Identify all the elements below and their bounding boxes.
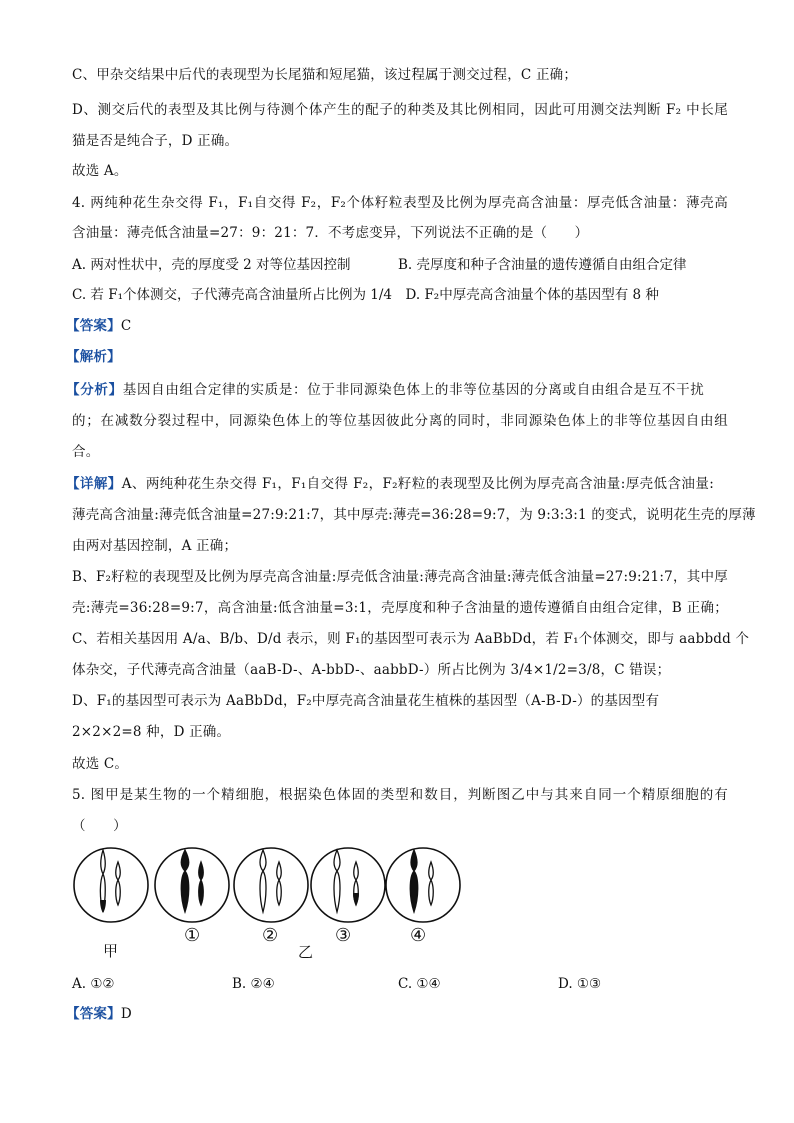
xiangjie-tag: 【详解】: [66, 476, 122, 492]
detail-line: 体杂交，子代薄壳高含油量（aaB-D-、A-bbD-、aabbD-）所占比例为 3/4×1/2=3/8，C 错误；: [72, 662, 671, 678]
detail-line: D、F₁的基因型可表示为 AaBbDd，F₂中厚壳高含油量花生植株的基因型（A-B-D-）的基因型有: [72, 693, 660, 709]
q4-option-c-d: C. 若 F₁个体测交，子代薄壳高含油量所占比例为 1/4 D. F₂中厚壳高含油量个体的基因型有 8 种: [72, 287, 659, 303]
text-line: 故选 A。: [72, 163, 128, 179]
text-line: C、甲杂交结果中后代的表现型为长尾猫和短尾猫，该过程属于测交过程，C 正确；: [72, 67, 578, 83]
detail-line: 2×2×2=8 种，D 正确。: [72, 724, 231, 740]
xiangjie-text: A、两纯种花生杂交得 F₁，F₁自交得 F₂，F₂籽粒的表现型及比例为厚壳高含油量:厚壳低含油量:: [121, 476, 715, 492]
detail-line: B、F₂籽粒的表现型及比例为厚壳高含油量:厚壳低含油量:薄壳高含油量:薄壳低含油量=27:9:21:7，其中厚: [72, 569, 728, 585]
q5-option-a: A. ①②: [72, 976, 115, 992]
text-line: 猫是否是纯合子，D 正确。: [72, 133, 239, 149]
label-jia: 甲: [103, 942, 119, 960]
analysis-line: 的；在减数分裂过程中，同源染色体上的等位基因彼此分离的同时，非同源染色体上的非等位基因自由组: [72, 413, 728, 429]
question-5-stem: （ ）: [72, 818, 127, 834]
q4-option-a: A. 两对性状中，壳的厚度受 2 对等位基因控制: [72, 257, 351, 273]
detail-line: 由两对基因控制，A 正确；: [72, 538, 238, 554]
label-cell-2: ②: [262, 925, 279, 946]
fenxi-text: 基因自由组合定律的实质是：位于非同源染色体上的非等位基因的分离或自由组合是互不干扰: [122, 382, 704, 398]
label-yi: 乙: [298, 943, 314, 961]
analysis-line: 合。: [72, 444, 100, 460]
q4-option-b: B. 壳厚度和种子含油量的遗传遵循自由组合定律: [398, 257, 687, 273]
label-cell-4: ④: [410, 925, 427, 946]
cell-2: [234, 848, 308, 922]
detail-line: 故选 C。: [72, 756, 129, 772]
text-line: D、测交后代的表型及其比例与待测个体产生的配子的种类及其比例相同，因此可用测交法判断 F₂ 中长尾: [72, 102, 728, 118]
fenxi-tag: 【分析】: [66, 382, 123, 398]
answer-5: [66, 1005, 728, 1023]
answer-value: C: [120, 318, 132, 334]
cell-3: [311, 848, 385, 922]
answer-value: D: [120, 1006, 132, 1022]
analysis-tag: 【解析】: [66, 349, 121, 365]
label-cell-1: ①: [184, 925, 201, 946]
q5-option-d: D. ①③: [558, 976, 602, 992]
cell-jia: [74, 848, 148, 922]
detail-line: 薄壳高含油量:薄壳低含油量=27:9:21:7，其中厚壳:薄壳=36:28=9:7，为 9:3:3:1 的变式，说明花生壳的厚薄: [72, 507, 756, 523]
q5-option-b: B. ②④: [232, 976, 275, 992]
cell-1: [155, 848, 229, 922]
question-5-stem: 5. 图甲是某生物的一个精细胞，根据染色体固的类型和数目，判断图乙中与其来自同一个精原细胞的有: [72, 787, 728, 803]
answer-tag: 【答案】: [66, 1006, 121, 1022]
answer-tag: 【答案】: [66, 318, 121, 334]
label-cell-3: ③: [335, 925, 352, 946]
detail-line: 壳:薄壳=36:28=9:7，高含油量:低含油量=3:1，壳厚度和种子含油量的遗传遵循自由组合定律，B 正确；: [72, 600, 728, 616]
detail-line: C、若相关基因用 A/a、B/b、D/d 表示，则 F₁的基因型可表示为 AaBbDd，若 F₁个体测交，即与 aabbdd 个: [72, 631, 750, 647]
q5-option-c: C. ①④: [398, 976, 441, 992]
question-4-stem: 4. 两纯种花生杂交得 F₁，F₁自交得 F₂，F₂个体籽粒表型及比例为厚壳高含油量：厚壳低含油量：薄壳高: [72, 195, 728, 211]
cell-4: [386, 848, 460, 922]
question-4-stem: 含油量：薄壳低含油量=27：9：21：7．不考虑变异，下列说法不正确的是（ ）: [72, 225, 589, 241]
